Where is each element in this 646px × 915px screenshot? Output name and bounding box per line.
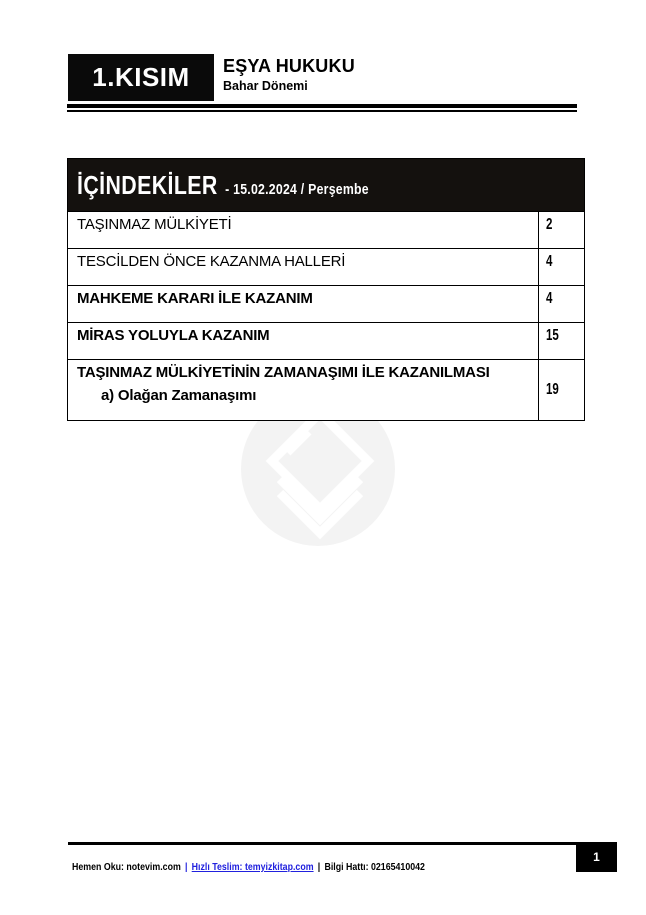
toc-entry-page-cell <box>538 360 584 420</box>
toc-entry-page-cell <box>538 249 584 285</box>
toc-entry-title: MAHKEME KARARI İLE KAZANIM <box>77 290 313 307</box>
toc-entry-page: 19 <box>546 381 559 398</box>
toc-entry-title: MİRAS YOLUYLA KAZANIM <box>77 327 270 344</box>
footer-text <box>72 861 425 873</box>
course-title: EŞYA HUKUKU <box>223 56 355 76</box>
toc-header <box>68 159 584 211</box>
table-row <box>68 285 584 322</box>
toc-entry-main-line: TAŞINMAZ MÜLKİYETİNİN ZAMANAŞIMI İLE KAZANILMASI <box>77 364 490 381</box>
toc-entry-page: 15 <box>546 327 559 344</box>
toc-date: - 15.02.2024 / Perşembe <box>225 180 369 198</box>
toc-title: İÇİNDEKİLER <box>77 169 218 200</box>
footer-link[interactable]: Hızlı Teslim: temyizkitap.com <box>191 861 314 873</box>
section-badge <box>68 54 214 101</box>
toc-entry-page: 4 <box>546 253 553 270</box>
footer-left-text: Hemen Oku: notevim.com <box>72 861 181 873</box>
toc-entry-page-cell <box>538 323 584 359</box>
toc-entry-page-cell <box>538 212 584 248</box>
table-row <box>68 248 584 285</box>
footer-rule <box>68 842 576 845</box>
page-number-badge <box>576 842 617 872</box>
toc-entry-title: TESCİLDEN ÖNCE KAZANMA HALLERİ <box>77 253 346 270</box>
footer-separator-2: | <box>317 861 321 873</box>
header-rule-thick <box>67 104 577 108</box>
page-number: 1 <box>593 850 600 864</box>
table-row <box>68 211 584 248</box>
footer-right-text: Bilgi Hattı: 02165410042 <box>324 861 425 873</box>
toc-entry-title: TAŞINMAZ MÜLKİYETİ <box>77 216 232 233</box>
toc-entry-page: 2 <box>546 216 553 233</box>
toc-entry-title <box>68 360 538 420</box>
section-badge-label: 1.KISIM <box>92 62 190 92</box>
course-subtitle: Bahar Dönemi <box>223 79 308 93</box>
header-rule-thin <box>67 110 577 112</box>
table-row <box>68 359 584 420</box>
toc-entry-sub-line: a) Olağan Zamanaşımı <box>101 387 257 405</box>
toc-table <box>67 158 585 421</box>
table-row <box>68 322 584 359</box>
toc-entry-page: 4 <box>546 290 553 307</box>
toc-entry-page-cell <box>538 286 584 322</box>
footer-separator-1: | <box>185 861 188 873</box>
